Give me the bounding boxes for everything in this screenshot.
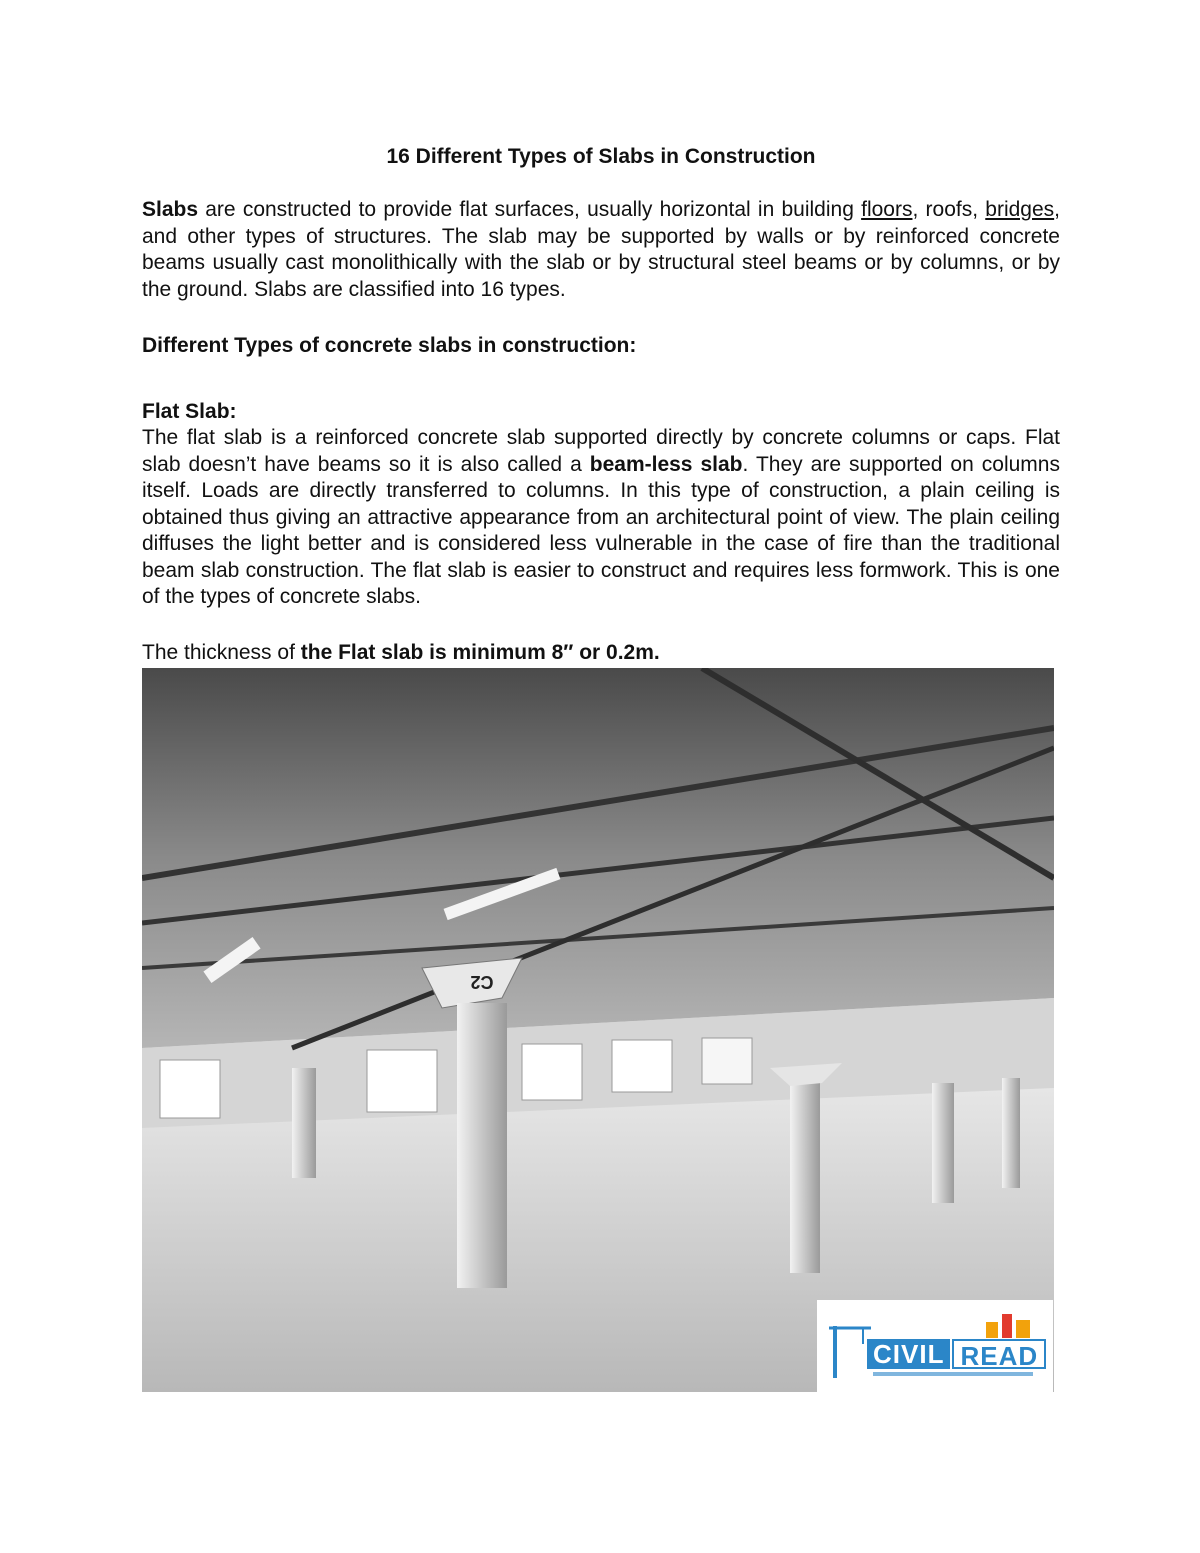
tools-icon: [982, 1302, 1042, 1342]
intro-text-2: , roofs,: [912, 198, 986, 221]
window: [522, 1044, 582, 1100]
main-column: [457, 1003, 507, 1288]
link-bridges[interactable]: bridges: [985, 198, 1055, 221]
logo-wordmark: [867, 1339, 1046, 1369]
types-heading: Different Types of concrete slabs in construction:: [142, 334, 637, 357]
intro-text-1: are constructed to provide flat surfaces, usually horizontal in building: [198, 198, 862, 221]
flat-slab-text-1: The flat slab is a reinforced concrete slab supported directly by concrete columns or caps. Flat slab doesn’t have beams so it is also called a: [142, 426, 1060, 476]
column: [1002, 1078, 1020, 1188]
flat-slab-bold-term: beam-less slab: [589, 452, 743, 476]
window: [702, 1038, 752, 1084]
flat-slab-heading: Flat Slab:: [142, 400, 237, 423]
column-label: C2: [470, 972, 494, 992]
intro-term: Slabs: [142, 198, 199, 221]
column: [932, 1083, 954, 1203]
photo-illustration: [142, 668, 1054, 1392]
flat-slab-photo: [142, 668, 1054, 1392]
logo-tagline-bar: [873, 1372, 1033, 1376]
thickness-line: [142, 640, 660, 666]
window: [160, 1060, 220, 1118]
thickness-text: The thickness of: [142, 641, 301, 664]
link-floors[interactable]: floors: [861, 198, 913, 221]
logo-read: READ: [952, 1339, 1046, 1369]
window: [612, 1040, 672, 1092]
flat-slab-text-2: . They are supported on columns itself. Loads are directly transferred to columns. In this type of construction, a plain ceiling is obtained thus giving an attractive appearance from an architectural point of view. The plain ceiling diffuses the light better and is considered less vulnerable in the case of fire than the traditional beam slab construction. The flat slab is easier to construct and requires less formwork. This is one of the types of concrete slabs.: [142, 452, 1060, 608]
intro-paragraph: [142, 197, 1060, 303]
intro-text-3: , and other types of structures. The slab may be supported by walls or by reinforced concrete beams usually cast monolithically with the slab or by structural steel beams or by columns, or by the ground. Slabs are classified into 16 types.: [142, 198, 1060, 301]
window: [367, 1050, 437, 1112]
column: [790, 1073, 820, 1273]
column: [292, 1068, 316, 1178]
page-title: 16 Different Types of Slabs in Construction: [386, 145, 816, 168]
civilread-logo: [817, 1300, 1053, 1392]
flat-slab-paragraph: [142, 425, 1060, 611]
thickness-bold: the Flat slab is minimum 8″ or 0.2m.: [300, 641, 660, 664]
logo-civil: CIVIL: [867, 1339, 950, 1369]
